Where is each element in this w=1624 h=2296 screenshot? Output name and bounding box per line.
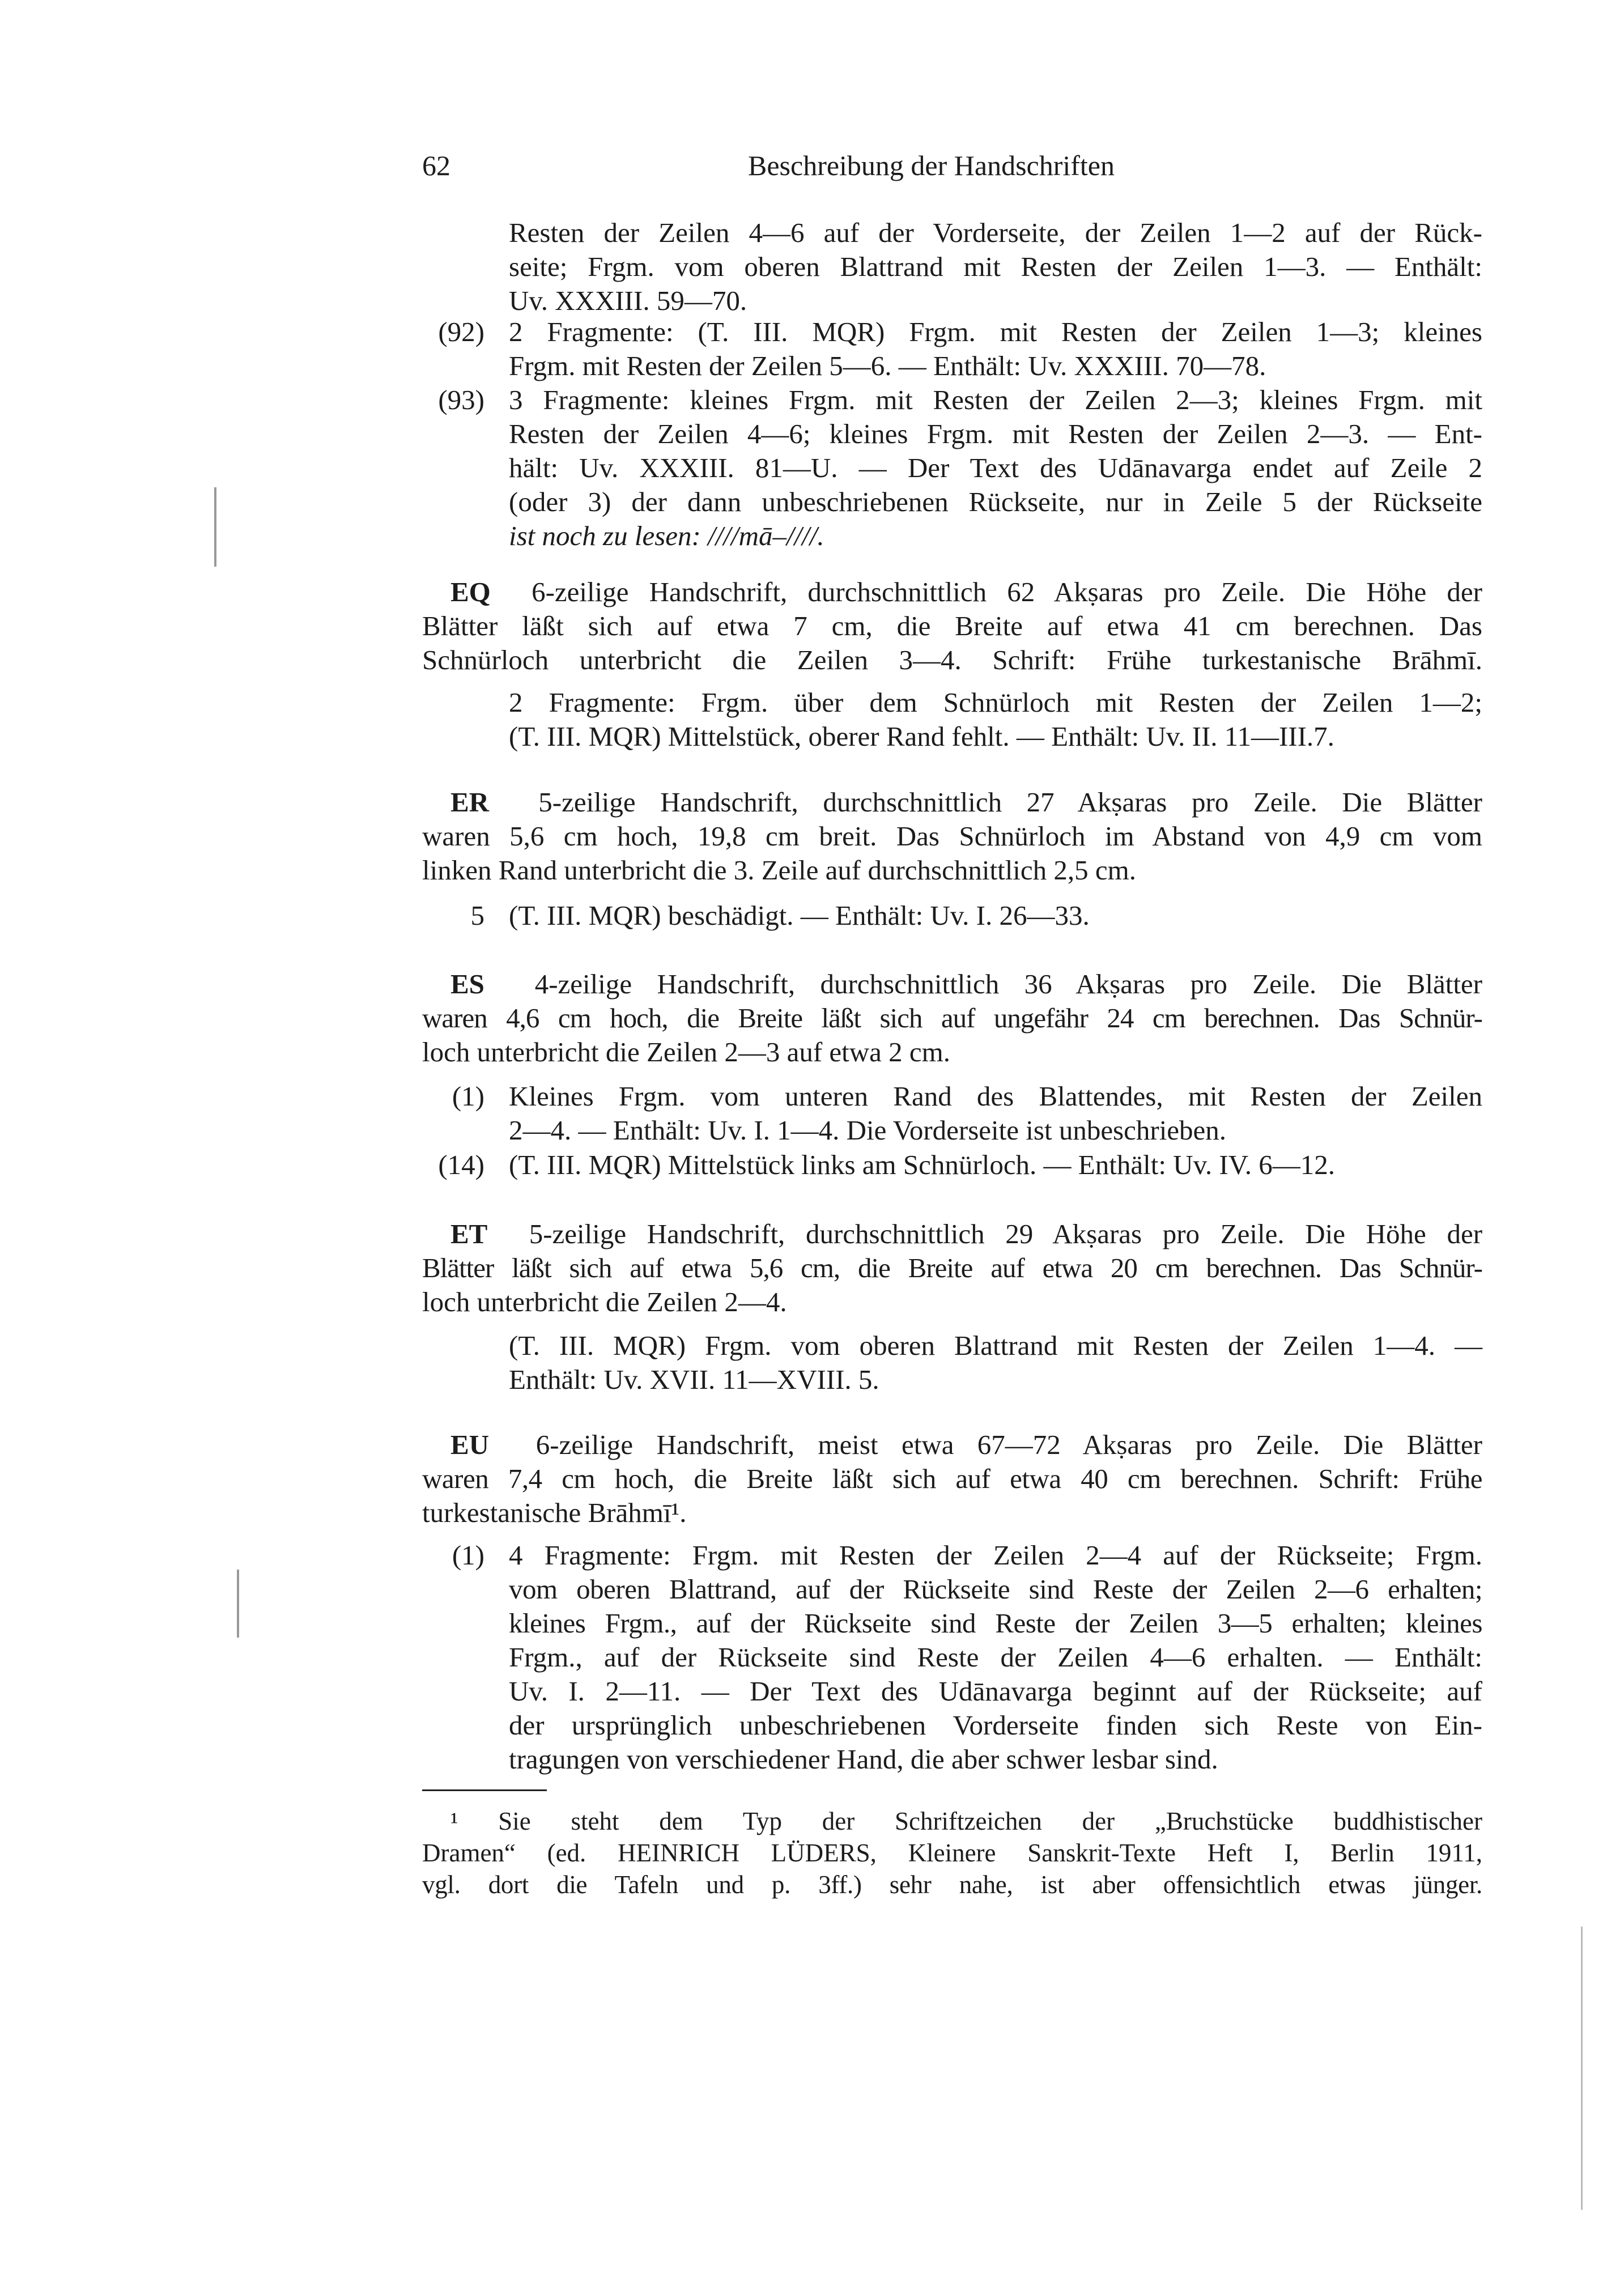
manuscript-es-entry-1 (509, 1079, 1482, 1147)
text-line: turkestanische Brāhmī¹. (422, 1497, 687, 1528)
text-line: loch unterbricht die Zeilen 2—4. (422, 1286, 787, 1317)
text-line: (T. III. MQR) Mittelstück, oberer Rand fehlt. — Enthält: Uv. II. 11—III.7. (509, 721, 1334, 752)
text-line (422, 785, 1482, 819)
text-line (422, 575, 1482, 609)
desc-text: 5-zeilige Handschrift, durchschnittlich 29 Akṣaras pro Zeile. Die Höhe der (529, 1218, 1483, 1249)
text-line: tragungen von verschiedener Hand, die aber schwer lesbar sind. (509, 1744, 1218, 1775)
manuscript-et (422, 1217, 1482, 1319)
entry-92 (509, 315, 1482, 383)
text-line: ist noch zu lesen: ////mā–////. (509, 520, 824, 551)
siglum: EU (450, 1429, 490, 1460)
text-line: ¹ Sie steht dem Typ der Schriftzeichen der „Bruchstücke buddhistischer (450, 1807, 1482, 1835)
text-line (422, 1217, 1482, 1251)
text-line: 3 Fragmente: kleines Frgm. mit Resten der Zeilen 2—3; kleines Frgm. mit (509, 384, 1482, 415)
text-line: loch unterbricht die Zeilen 2—3 auf etwa 2 cm. (422, 1036, 951, 1068)
desc-text: 5-zeilige Handschrift, durchschnittlich 27 Akṣaras pro Zeile. Die Blätter (538, 786, 1483, 818)
manuscript-et-entry (509, 1329, 1482, 1397)
text-line: seite; Frgm. vom oberen Blattrand mit Resten der Zeilen 1—3. — Enthält: (509, 251, 1482, 282)
entry-number: 5 (470, 900, 484, 931)
manuscript-eu (422, 1428, 1482, 1530)
siglum: ER (450, 786, 490, 818)
manuscript-er (422, 785, 1482, 887)
text-line: linken Rand unterbricht die 3. Zeile auf durchschnittlich 2,5 cm. (422, 854, 1137, 886)
text-line: Resten der Zeilen 4—6; kleines Frgm. mit Resten der Zeilen 2—3. — Ent- (509, 418, 1482, 449)
text-line: Frgm., auf der Rückseite sind Reste der Zeilen 4—6 erhalten. — Enthält: (509, 1642, 1482, 1673)
siglum: ES (450, 968, 484, 1000)
text-line: Enthält: Uv. XVII. 11—XVIII. 5. (509, 1364, 879, 1395)
desc-text: 6-zeilige Handschrift, meist etwa 67—72 Akṣaras pro Zeile. Die Blätter (535, 1429, 1482, 1460)
text-line: waren 5,6 cm hoch, 19,8 cm breit. Das Schnürloch im Abstand von 4,9 cm vom (422, 820, 1482, 852)
text-line (422, 967, 1482, 1001)
text-line: Kleines Frgm. vom unteren Rand des Blattendes, mit Resten der Zeilen (509, 1081, 1482, 1112)
entry-number: (92) (438, 316, 484, 347)
manuscript-es-entry-14: (T. III. MQR) Mittelstück links am Schnürloch. — Enthält: Uv. IV. 6—12. (509, 1149, 1336, 1180)
desc-text: 6-zeilige Handschrift, durchschnittlich 62 Akṣaras pro Zeile. Die Höhe der (532, 576, 1482, 607)
text-line: waren 4,6 cm hoch, die Breite läßt sich auf ungefähr 24 cm berechnen. Das Schnür- (422, 1002, 1482, 1034)
text-line: (T. III. MQR) Frgm. vom oberen Blattrand mit Resten der Zeilen 1—4. — (509, 1330, 1482, 1361)
manuscript-er-entry: (T. III. MQR) beschädigt. — Enthält: Uv. I. 26—33. (509, 900, 1090, 931)
text-line: waren 7,4 cm hoch, die Breite läßt sich auf etwa 40 cm berechnen. Schrift: Frühe (422, 1463, 1482, 1494)
text-line: (oder 3) der dann unbeschriebenen Rückseite, nur in Zeile 5 der Rückseite (509, 486, 1482, 517)
footnote (422, 1805, 1482, 1900)
manuscript-eu-entry-1 (509, 1538, 1482, 1776)
entry-93 (509, 383, 1482, 553)
text-line: 4 Fragmente: Frgm. mit Resten der Zeilen 2—4 auf der Rückseite; Frgm. (509, 1540, 1482, 1571)
text-line: Frgm. mit Resten der Zeilen 5—6. — Enthält: Uv. XXXIII. 70—78. (509, 350, 1266, 381)
text-line: Uv. I. 2—11. — Der Text des Udānavarga beginnt auf der Rückseite; auf (509, 1676, 1482, 1707)
desc-text: 4-zeilige Handschrift, durchschnittlich 36 Akṣaras pro Zeile. Die Blätter (534, 968, 1482, 1000)
manuscript-eq (422, 575, 1482, 677)
text-line: Blätter läßt sich auf etwa 7 cm, die Breite auf etwa 41 cm berechnen. Das (422, 610, 1482, 641)
text-line: hält: Uv. XXXIII. 81—U. — Der Text des Udānavarga endet auf Zeile 2 (509, 452, 1482, 483)
text-line: vom oberen Blattrand, auf der Rückseite sind Reste der Zeilen 2—6 erhalten; (509, 1574, 1482, 1605)
siglum: EQ (450, 576, 491, 607)
margin-mark (214, 487, 216, 567)
margin-mark (237, 1570, 239, 1638)
text-line: der ursprünglich unbeschriebenen Vorderseite finden sich Reste von Ein- (509, 1710, 1482, 1741)
text-line: vgl. dort die Tafeln und p. 3ff.) sehr nahe, ist aber offensichtlich etwas jünger. (422, 1870, 1482, 1899)
entry-number: (93) (438, 384, 484, 415)
text-line: 2 Fragmente: Frgm. über dem Schnürloch mit Resten der Zeilen 1—2; (509, 687, 1482, 718)
text-line: Blätter läßt sich auf etwa 5,6 cm, die Breite auf etwa 20 cm berechnen. Das Schnür- (422, 1252, 1482, 1283)
text-line: Schnürloch unterbricht die Zeilen 3—4. Schrift: Frühe turkestanische Brāhmī. (422, 644, 1482, 675)
siglum: ET (450, 1218, 488, 1249)
footnote-rule (422, 1789, 547, 1791)
text-line: 2 Fragmente: (T. III. MQR) Frgm. mit Resten der Zeilen 1—3; kleines (509, 316, 1482, 347)
page-number: 62 (422, 150, 450, 181)
manuscript-es (422, 967, 1482, 1069)
margin-mark (1581, 1927, 1583, 2210)
text-line: Uv. XXXIII. 59—70. (509, 285, 747, 316)
running-title: Beschreibung der Handschriften (748, 150, 1115, 181)
text-line: kleines Frgm., auf der Rückseite sind Reste der Zeilen 3—5 erhalten; kleines (509, 1608, 1482, 1639)
entry-continuation (509, 216, 1482, 318)
manuscript-eq-entry (509, 686, 1482, 754)
text-line: 2—4. — Enthält: Uv. I. 1—4. Die Vorderseite ist unbeschrieben. (509, 1115, 1227, 1146)
text-line: Resten der Zeilen 4—6 auf der Vorderseite, der Zeilen 1—2 auf der Rück- (509, 217, 1482, 248)
entry-number: (14) (438, 1149, 484, 1180)
entry-number: (1) (452, 1540, 484, 1571)
text-line: Dramen“ (ed. HEINRICH LÜDERS, Kleinere Sanskrit-Texte Heft I, Berlin 1911, (422, 1839, 1482, 1867)
text-line (422, 1428, 1482, 1462)
entry-number: (1) (452, 1081, 484, 1112)
